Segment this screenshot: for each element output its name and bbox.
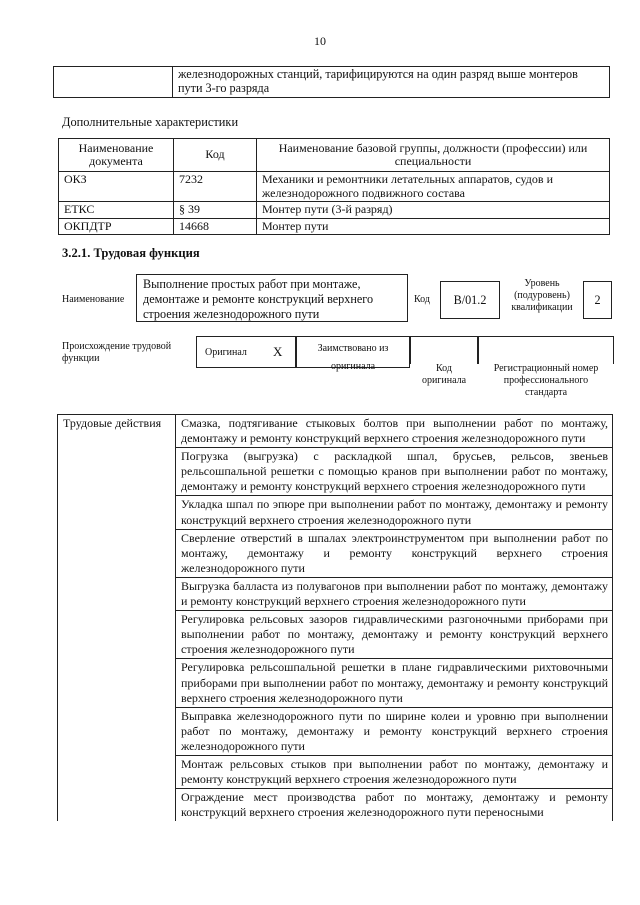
cell-code: 14668	[174, 218, 257, 235]
code-original-label: Код оригинала	[421, 363, 467, 386]
action-item: Погрузка (выгрузка) с раскладкой шпал, брусьев, рельсов, звеньев рельсошпальной решетки с помощью кранов при выполнении работ по монтажу, демонтажу и ремонту конструкций верхнего строения железнодорожного пути	[176, 448, 613, 496]
table-header-row	[59, 139, 610, 172]
cell-name: Монтер пути (3-й разряд)	[257, 202, 610, 219]
table-row	[59, 202, 610, 219]
reg-number-label: Регистрационный номер профессионального стандарта	[493, 363, 599, 398]
cell-doc: ОКПДТР	[59, 218, 174, 235]
qualification-level-label: Уровень (подуровень) квалификации	[511, 278, 573, 313]
borrowed-label: Заимствовано из оригинала	[317, 343, 389, 372]
header-code: Код	[174, 139, 257, 172]
code-original-box	[410, 336, 478, 364]
function-name-value: Выполнение простых работ при монтаже, демонтаже и ремонте конструкций верхнего строения железнодорожного пути	[143, 277, 374, 321]
previous-table-fragment	[53, 66, 610, 98]
function-name-box	[136, 274, 408, 322]
qualification-level-box	[583, 281, 612, 319]
labor-function-title: 3.2.1. Трудовая функция	[62, 246, 200, 260]
action-item: Смазка, подтягивание стыковых болтов при выполнении работ по монтажу, демонтажу и ремонту конструкций верхнего строения железнодорожного пути	[176, 415, 613, 448]
page-number: 10	[314, 34, 326, 48]
table-row	[59, 172, 610, 202]
fragment-text: железнодорожных станций, тарифицируются на один разряд выше монтеров пути 3-го разряда	[173, 67, 610, 98]
original-label: Оригинал	[205, 347, 247, 358]
header-group-name: Наименование базовой группы, должности (профессии) или специальности	[257, 139, 610, 172]
reg-number-box	[478, 336, 614, 364]
function-code-box	[440, 281, 500, 319]
action-item: Выгрузка балласта из полувагонов при выполнении работ по монтажу, демонтажу и ремонту конструкций верхнего строения железнодорожного пути	[176, 577, 613, 610]
original-mark: Х	[273, 344, 283, 359]
cell-doc: ЕТКС	[59, 202, 174, 219]
code-label: Код	[414, 294, 430, 305]
original-box	[196, 336, 296, 368]
action-item: Регулировка рельсовых зазоров гидравлическими разгоночными приборами при выполнении работ по монтажу, демонтажу и ремонту конструкций верхнего строения железнодорожного пути	[176, 611, 613, 659]
action-item: Сверление отверстий в шпалах электроинструментом при выполнении работ по монтажу, демонтажу и ремонту конструкций верхнего строения железнодорожного пути	[176, 529, 613, 577]
cell-code: 7232	[174, 172, 257, 202]
action-item: Укладка шпал по эпюре при выполнении работ по монтажу, демонтажу и ремонту конструкций верхнего строения железнодорожного пути	[176, 496, 613, 529]
action-item: Ограждение мест производства работ по монтажу, демонтажу и ремонту конструкций верхнего строения железнодорожного пути переносными	[176, 789, 613, 822]
action-item: Монтаж рельсовых стыков при выполнении работ по монтажу, демонтажу и ремонту конструкций верхнего строения железнодорожного пути	[176, 755, 613, 788]
labor-actions-table	[57, 414, 613, 821]
name-label: Наименование	[62, 294, 125, 305]
empty-cell	[54, 67, 173, 98]
actions-category: Трудовые действия	[58, 415, 176, 822]
table-row	[58, 415, 613, 448]
cell-doc: ОКЗ	[59, 172, 174, 202]
cell-name: Монтер пути	[257, 218, 610, 235]
borrowed-box	[296, 336, 410, 372]
qualification-level-value: 2	[594, 293, 601, 307]
table-row	[59, 218, 610, 235]
header-doc-name: Наименование документа	[59, 139, 174, 172]
additional-characteristics-title: Дополнительные характеристики	[62, 115, 239, 129]
additional-characteristics-table	[58, 138, 610, 235]
action-item: Регулировка рельсошпальной решетки в плане гидравлическими рихтовочными приборами при выполнении работ по монтажу, демонтажу и ремонту конструкций верхнего строения железнодорожного пути	[176, 659, 613, 707]
function-code-value: B/01.2	[453, 293, 487, 307]
cell-name: Механики и ремонтники летательных аппаратов, судов и железнодорожного подвижного состава	[257, 172, 610, 202]
cell-code: § 39	[174, 202, 257, 219]
origin-label: Происхождение трудовой функции	[62, 341, 172, 364]
action-item: Выправка железнодорожного пути по ширине колеи и уровню при выполнении работ по монтажу, демонтажу и ремонту конструкций верхнего строения железнодорожного пути	[176, 707, 613, 755]
